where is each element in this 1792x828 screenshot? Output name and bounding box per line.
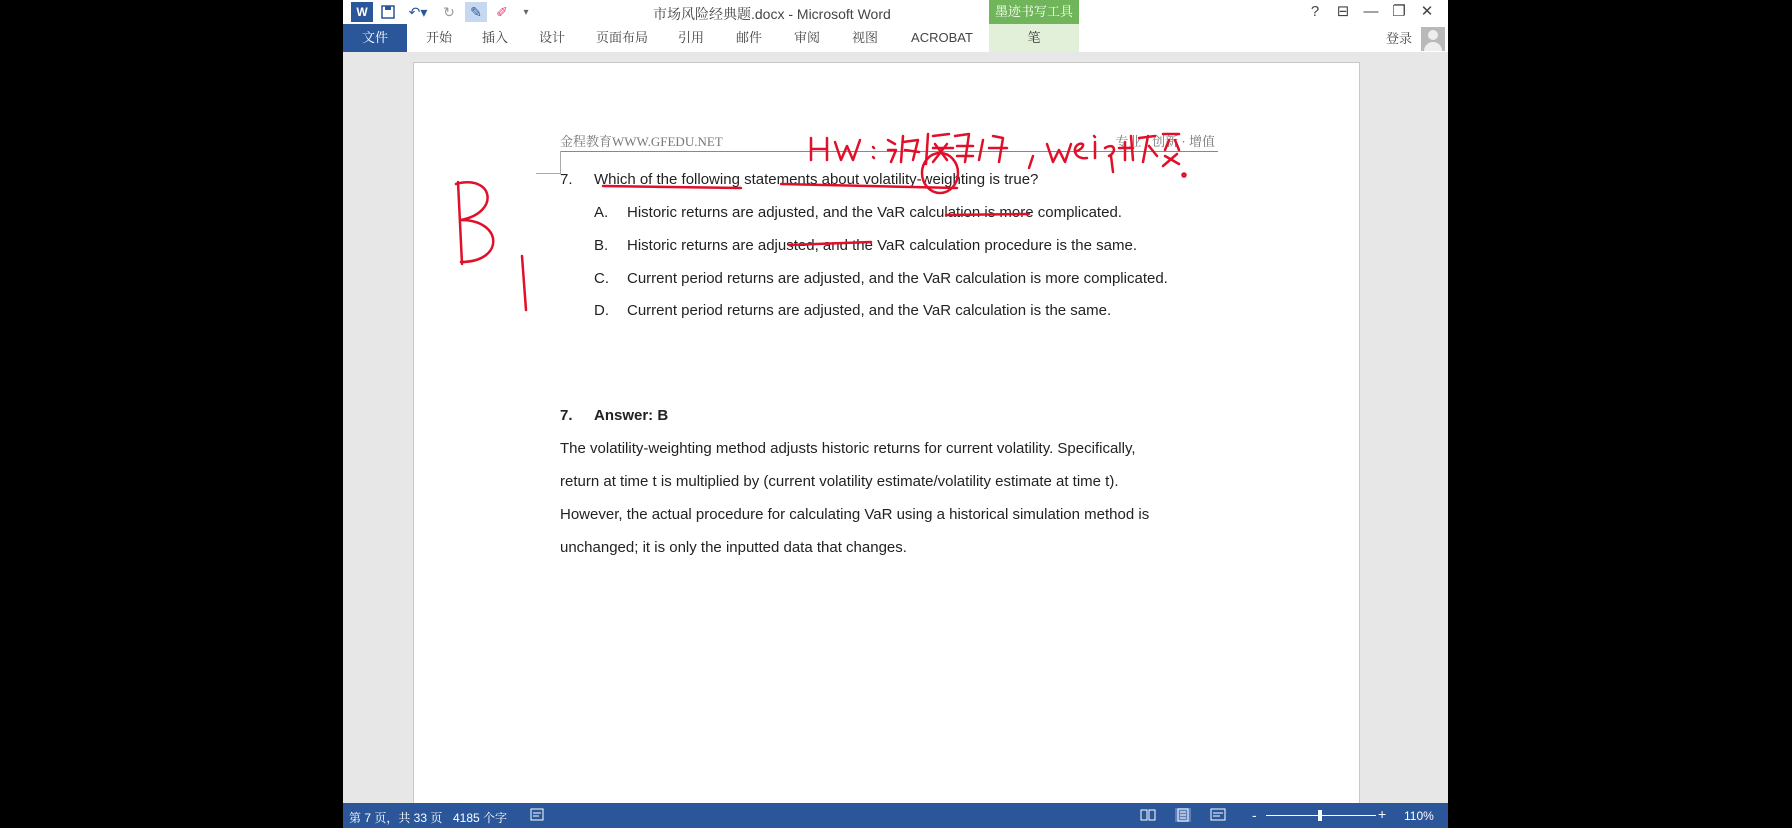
answer-heading xyxy=(560,407,668,424)
undo-icon[interactable]: ↶▾ xyxy=(408,3,428,20)
document-page[interactable] xyxy=(413,62,1360,804)
document-title: 市场风险经典题.docx - Microsoft Word xyxy=(653,6,891,22)
option-text: Historic returns are adjusted, and the VaR calculation is more complicated. xyxy=(627,204,1122,221)
page-header-left: 金程教育WWW.GFEDU.NET xyxy=(560,134,723,149)
explanation-line: However, the actual procedure for calculating VaR using a historical simulation method is xyxy=(560,506,1150,523)
ribbon-tabs xyxy=(343,24,1448,52)
page-count[interactable]: 第 7 页，共 33 页 xyxy=(349,811,443,825)
question-text: Which of the following statements about volatility-weighting is true? xyxy=(594,171,1039,188)
page-header-right: 专业 · 创新 · 增值 xyxy=(1115,134,1215,149)
read-mode-icon[interactable] xyxy=(1140,808,1156,822)
tab-review[interactable]: 审阅 xyxy=(793,30,820,45)
tab-mailings[interactable]: 邮件 xyxy=(735,30,762,45)
document-canvas xyxy=(343,52,1448,803)
tab-file[interactable]: 文件 xyxy=(343,24,407,52)
option-letter: C. xyxy=(594,270,609,287)
answer-number: 7. xyxy=(560,407,573,424)
eraser-icon[interactable]: ✐ xyxy=(496,3,508,20)
proofing-icon[interactable] xyxy=(530,808,546,822)
tab-references[interactable]: 引用 xyxy=(677,30,704,45)
avatar[interactable] xyxy=(1421,27,1445,51)
ribbon-options-button[interactable]: ⊟ xyxy=(1336,3,1350,20)
save-icon[interactable] xyxy=(377,2,399,22)
option-text: Current period returns are adjusted, and the VaR calculation is more complicated. xyxy=(627,270,1168,287)
status-bar xyxy=(343,803,1448,828)
question-number: 7. xyxy=(560,171,573,188)
explanation-line: return at time t is multiplied by (current volatility estimate/volatility estimate at time t). xyxy=(560,473,1119,490)
answer-text: Answer: B xyxy=(594,407,669,424)
customize-icon[interactable]: ▾ xyxy=(523,6,529,18)
restore-button[interactable]: ❐ xyxy=(1392,3,1406,20)
zoom-slider-thumb[interactable] xyxy=(1318,810,1322,821)
tab-view[interactable]: 视图 xyxy=(851,30,878,45)
title-bar xyxy=(343,0,1448,24)
zoom-out-button[interactable]: - xyxy=(1252,807,1257,823)
header-rule xyxy=(560,151,1218,152)
tab-acrobat[interactable]: ACROBAT xyxy=(911,30,973,45)
web-layout-icon[interactable] xyxy=(1210,808,1226,822)
tab-page-layout[interactable]: 页面布局 xyxy=(595,30,648,45)
option-letter: D. xyxy=(594,302,609,319)
explanation-line: The volatility-weighting method adjusts historic returns for current volatility. Specifically, xyxy=(560,440,1136,457)
tab-home[interactable]: 开始 xyxy=(425,30,452,45)
option-text: Current period returns are adjusted, and the VaR calculation is the same. xyxy=(627,302,1112,319)
sign-in-link[interactable]: 登录 xyxy=(1386,31,1413,46)
tab-pen[interactable]: 笔 xyxy=(989,24,1079,52)
word-logo-icon[interactable]: W xyxy=(351,2,373,22)
redo-icon[interactable]: ↻ xyxy=(443,3,455,20)
print-layout-icon[interactable] xyxy=(1175,808,1191,822)
minimize-button[interactable]: — xyxy=(1363,3,1379,20)
word-count[interactable]: 4185 个字 xyxy=(453,811,508,825)
zoom-level[interactable]: 110% xyxy=(1404,809,1434,823)
help-button[interactable]: ? xyxy=(1310,3,1320,20)
option-letter: A. xyxy=(594,204,609,221)
question xyxy=(560,171,1038,188)
option-text: Historic returns are adjusted, and the VaR calculation procedure is the same. xyxy=(627,237,1137,254)
close-button[interactable]: ✕ xyxy=(1420,3,1434,20)
tab-insert[interactable]: 插入 xyxy=(481,30,508,45)
explanation-line: unchanged; it is only the inputted data that changes. xyxy=(560,539,907,556)
text-boundary-mark xyxy=(536,151,561,174)
word-window xyxy=(343,0,1448,828)
ink-tools-context-label: 墨迹书写工具 xyxy=(989,0,1079,24)
option-letter: B. xyxy=(594,237,609,254)
zoom-in-button[interactable]: + xyxy=(1378,806,1387,822)
tab-design[interactable]: 设计 xyxy=(538,30,565,45)
pen-icon[interactable]: ✎ xyxy=(465,2,487,22)
